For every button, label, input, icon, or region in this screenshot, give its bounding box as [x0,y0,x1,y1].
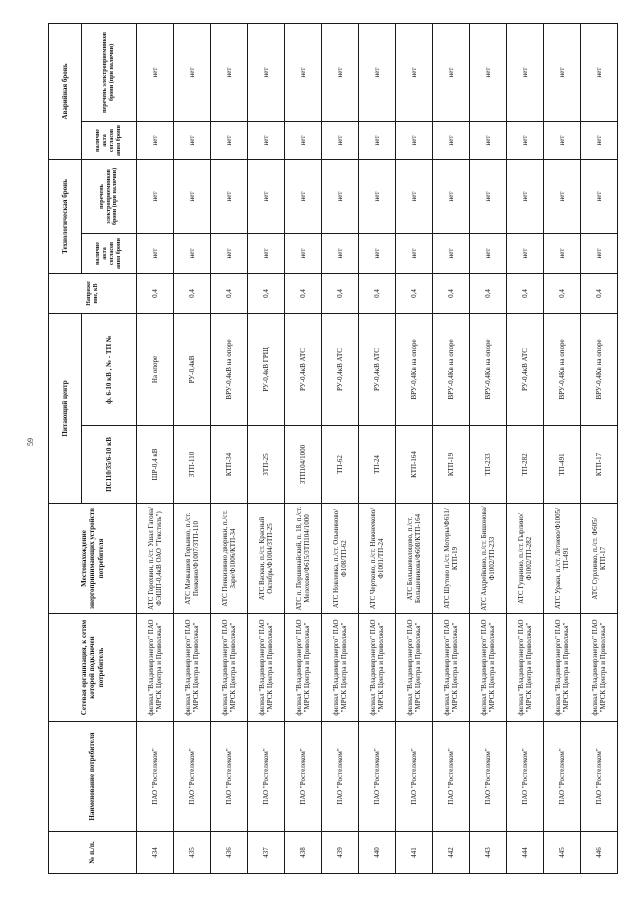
header-network: Сетевая организация, к сетям которой подключен потребитель [49,614,137,722]
cell-tech-list: нет [507,159,544,233]
cell-location: АТС Гущнино, п./ст. Гырлино/Ф1002/ТП-282 [507,504,544,614]
cell-consumer: ПАО "Ростелеком" [433,722,470,832]
cell-em-list: нет [211,23,248,121]
cell-consumer: ПАО "Ростелеком" [137,722,174,832]
cell-location: АТС Васкки, п./ст. Красный Октябрь/Ф1004/ЗТП-25 [248,504,285,614]
cell-network: филиал "Владимирэнерго" ПАО "МРСК Центра и Приволжья" [470,614,507,722]
table-body [137,23,618,873]
cell-tech-act: нет [470,233,507,273]
cell-num: 441 [396,832,433,874]
cell-em-act: нет [396,121,433,159]
cell-em-act: нет [507,121,544,159]
table-row [433,23,470,873]
consumer-reserve-table [48,23,618,874]
cell-location: АТС Чертково, п./ст. Нижнееково/Ф1001/ТП-24 [359,504,396,614]
cell-network: филиал "Владимирэнерго" ПАО "МРСК Центра и Приволжья" [248,614,285,722]
cell-ps: ТП-233 [470,426,507,504]
cell-num: 445 [544,832,581,874]
table-row [322,23,359,873]
cell-voltage: 0,4 [581,273,618,313]
cell-consumer: ПАО "Ростелеком" [396,722,433,832]
cell-tech-list: нет [174,159,211,233]
header-tech-act: наличие акта согласов ания брони [82,233,137,273]
page-number: 59 [26,438,35,446]
cell-tech-act: нет [359,233,396,273]
cell-tech-act: нет [174,233,211,273]
cell-feeder: ВРУ-0,4Кв на опоре [396,313,433,425]
cell-ps: ЗТП-25 [248,426,285,504]
cell-location: АТС Большеволоцово, п./ст. Большевикова/Ф608/КТП-164 [396,504,433,614]
cell-consumer: ПАО "Ростелеком" [322,722,359,832]
cell-ps: КТП-164 [396,426,433,504]
cell-location: АТС Шутово п./ст. Мотеры/Ф611/КТП-19 [433,504,470,614]
cell-tech-list: нет [322,159,359,233]
cell-feeder: ВРУ-0,4кВ на опоре [211,313,248,425]
header-tech-list: перечень электроприемников брони (при наличии) [82,159,137,233]
cell-feeder: ВРУ-0,4Кв на опоре [470,313,507,425]
header-location: Местонахождение энергопринимающих устройств потребителя [49,504,137,614]
cell-network: филиал "Владимирэнерго" ПАО "МРСК Центра и Приволжья" [285,614,322,722]
cell-network: филиал "Владимирэнерго" ПАО "МРСК Центра и Приволжья" [211,614,248,722]
cell-ps: ТП-24 [359,426,396,504]
cell-location: АТС Горохвин, п./ст. Ушал Гагова/ФЭШП-0,4кВ ОАО "Текстиль") [137,504,174,614]
cell-feeder: На опоре [137,313,174,425]
cell-feeder: РУ-0,4кВ АТС [322,313,359,425]
cell-network: филиал "Владимирэнерго" ПАО "МРСК Центра и Приволжья" [544,614,581,722]
cell-tech-act: нет [137,233,174,273]
cell-em-list: нет [248,23,285,121]
cell-em-list: нет [322,23,359,121]
header-consumer: Наименование потребителя [49,722,137,832]
cell-em-act: нет [248,121,285,159]
cell-em-act: нет [137,121,174,159]
cell-num: 440 [359,832,396,874]
cell-voltage: 0,4 [359,273,396,313]
cell-tech-act: нет [581,233,618,273]
cell-em-act: нет [359,121,396,159]
cell-voltage: 0,4 [507,273,544,313]
table-row [211,23,248,873]
table-row [581,23,618,873]
table-row [544,23,581,873]
cell-num: 446 [581,832,618,874]
cell-tech-act: нет [433,233,470,273]
cell-feeder: РУ-0,4кВ АТС [285,313,322,425]
cell-ps: ТП-491 [544,426,581,504]
cell-feeder: РУ-0,4кВ АТС [507,313,544,425]
cell-ps: КТП-19 [433,426,470,504]
cell-num: 439 [322,832,359,874]
cell-feeder: ВРУ-0,4Кв на опоре [433,313,470,425]
cell-feeder: РУ-0,4кВ ГРЩ [248,313,285,425]
cell-consumer: ПАО "Ростелеком" [581,722,618,832]
cell-tech-list: нет [211,159,248,233]
cell-em-act: нет [544,121,581,159]
cell-tech-list: нет [359,159,396,233]
cell-em-list: нет [396,23,433,121]
header-voltage: Напряже ние, кВ [49,273,137,313]
cell-tech-list: нет [248,159,285,233]
cell-consumer: ПАО "Ростелеком" [470,722,507,832]
cell-network: филиал "Владимирэнерго" ПАО "МРСК Центра и Приволжья" [507,614,544,722]
header-ps: ПС110/35/6-10 кВ [82,426,137,504]
cell-ps: КТП-34 [211,426,248,504]
cell-tech-act: нет [544,233,581,273]
cell-tech-list: нет [544,159,581,233]
cell-tech-act: нет [285,233,322,273]
cell-tech-list: нет [396,159,433,233]
cell-voltage: 0,4 [433,273,470,313]
cell-network: филиал "Владимирэнерго" ПАО "МРСК Центра и Приволжья" [174,614,211,722]
cell-num: 443 [470,832,507,874]
cell-tech-list: нет [433,159,470,233]
cell-em-list: нет [470,23,507,121]
cell-voltage: 0,4 [248,273,285,313]
cell-tech-act: нет [248,233,285,273]
header-tech-reserve: Технологическая бронь [49,159,82,273]
header-num: № п./п. [49,832,137,874]
cell-tech-act: нет [507,233,544,273]
cell-location: АТС Мачкашев Горыино, п./ст. Пенкино/Ф1007/ЗТП-110 [174,504,211,614]
cell-ps: ЗТП-110 [174,426,211,504]
cell-consumer: ПАО "Ростелеком" [248,722,285,832]
header-emergency-reserve: Аварийная бронь [49,23,82,159]
cell-em-act: нет [285,121,322,159]
cell-ps: ТП-62 [322,426,359,504]
cell-num: 434 [137,832,174,874]
cell-location: АТС Пенкизинио дворики, п./ст. Заре/Ф1006/КТП-34 [211,504,248,614]
rotated-table-container [48,24,618,874]
cell-em-list: нет [285,23,322,121]
cell-tech-list: нет [581,159,618,233]
cell-location: АТС Сурлинко, п./ст. Ф605/КТП-17 [581,504,618,614]
table-row [285,23,322,873]
cell-num: 437 [248,832,285,874]
cell-network: филиал "Владимирэнерго" ПАО "МРСК Центра и Приволжья" [581,614,618,722]
cell-consumer: ПАО "Ростелеком" [285,722,322,832]
table-row [470,23,507,873]
cell-network: филиал "Владимирэнерго" ПАО "МРСК Центра и Приволжья" [137,614,174,722]
cell-em-list: нет [581,23,618,121]
cell-em-act: нет [433,121,470,159]
cell-tech-act: нет [322,233,359,273]
cell-voltage: 0,4 [211,273,248,313]
header-feeder: ф. 6-10 кВ , № - ТП № [82,313,137,425]
cell-voltage: 0,4 [470,273,507,313]
header-emerg-list: перечень электроприемников брони (при наличии) [82,23,137,121]
cell-voltage: 0,4 [322,273,359,313]
table-row [248,23,285,873]
cell-feeder: ВРУ-0,4Кв на опоре [581,313,618,425]
cell-ps: ШР-0,4 кВ [137,426,174,504]
cell-tech-act: нет [396,233,433,273]
cell-tech-act: нет [211,233,248,273]
cell-em-list: нет [137,23,174,121]
cell-consumer: ПАО "Ростелеком" [211,722,248,832]
cell-network: филиал "Владимирэнерго" ПАО "МРСК Центра и Приволжья" [433,614,470,722]
cell-em-act: нет [174,121,211,159]
table-row [396,23,433,873]
cell-num: 436 [211,832,248,874]
cell-feeder: РУ-0,4кВ АТС [359,313,396,425]
cell-ps: ЗТП104/1000 [285,426,322,504]
cell-em-list: нет [359,23,396,121]
cell-em-list: нет [544,23,581,121]
cell-voltage: 0,4 [285,273,322,313]
cell-voltage: 0,4 [396,273,433,313]
cell-location: АТС п. Першинайский, п. 18, п./ст. Мелехово/Ф615/ЗТП104/1000 [285,504,322,614]
cell-ps: ТП-282 [507,426,544,504]
cell-consumer: ПАО "Ростелеком" [174,722,211,832]
cell-num: 444 [507,832,544,874]
cell-voltage: 0,4 [544,273,581,313]
cell-location: АТС Новлевка, п./ст. Ольминово/Ф108/ТП-62 [322,504,359,614]
cell-network: филиал "Владимирэнерго" ПАО "МРСК Центра и Приволжья" [322,614,359,722]
cell-ps: КТП-17 [581,426,618,504]
cell-location: АТС Андрейкино, п./ст. Бишонова/Ф1002/ТП-233 [470,504,507,614]
cell-consumer: ПАО "Ростелеком" [359,722,396,832]
header-supply-center: Питающий центр [49,313,82,503]
cell-em-act: нет [322,121,359,159]
cell-voltage: 0,4 [174,273,211,313]
cell-consumer: ПАО "Ростелеком" [544,722,581,832]
cell-em-act: нет [581,121,618,159]
cell-em-list: нет [433,23,470,121]
cell-em-act: нет [470,121,507,159]
cell-voltage: 0,4 [137,273,174,313]
cell-feeder: ВРУ-0,4Кв на опоре [544,313,581,425]
cell-em-list: нет [174,23,211,121]
cell-em-list: нет [507,23,544,121]
cell-em-act: нет [211,121,248,159]
cell-feeder: РУ-0,4кВ [174,313,211,425]
cell-tech-list: нет [285,159,322,233]
cell-consumer: ПАО "Ростелеком" [507,722,544,832]
cell-location: АТС Ураки, п./ст. Летнево/Ф1005/ТП-491 [544,504,581,614]
cell-tech-list: нет [137,159,174,233]
cell-num: 438 [285,832,322,874]
cell-network: филиал "Владимирэнерго" ПАО "МРСК Центра и Приволжья" [396,614,433,722]
table-row [507,23,544,873]
table-row [359,23,396,873]
cell-num: 442 [433,832,470,874]
cell-num: 435 [174,832,211,874]
header-emerg-act: наличие акта согласов ания брони [82,121,137,159]
cell-network: филиал "Владимирэнерго" ПАО "МРСК Центра и Приволжья" [359,614,396,722]
table-row [137,23,174,873]
cell-tech-list: нет [470,159,507,233]
table-row [174,23,211,873]
